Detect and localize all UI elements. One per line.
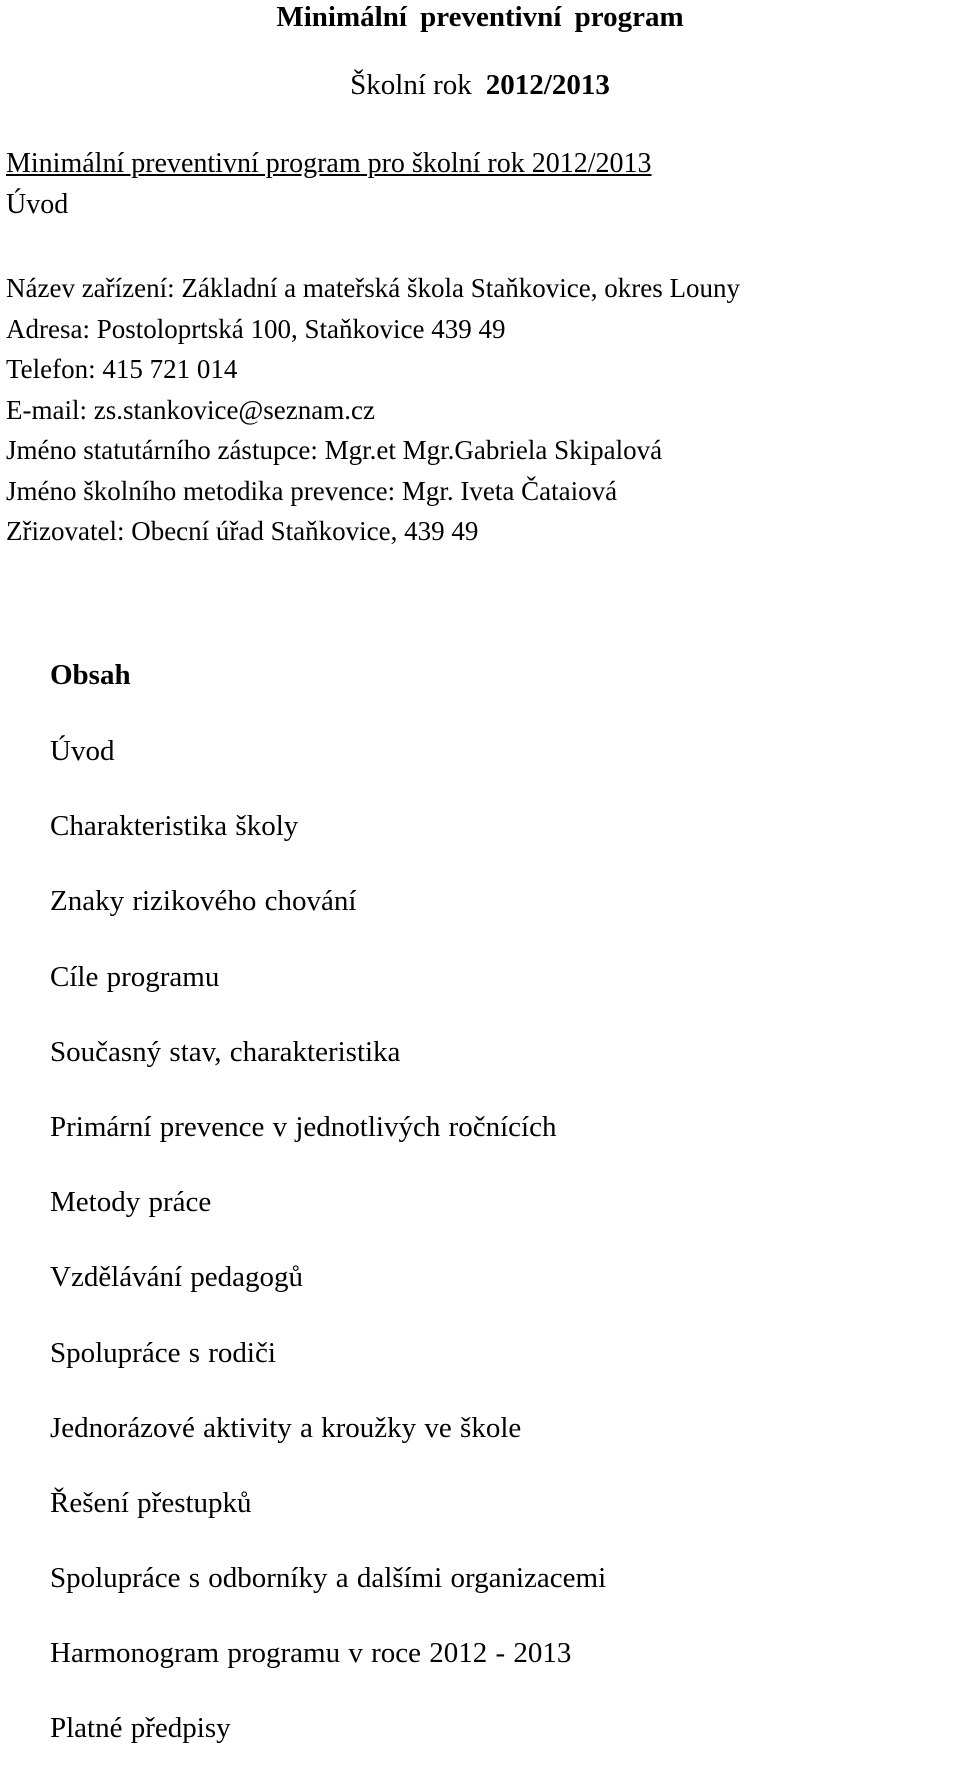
info-phone: Telefon: 415 721 014 (6, 354, 238, 384)
toc-item: Řešení přestupků (50, 1486, 252, 1519)
toc-item: Úvod (50, 735, 115, 767)
toc-item: Primární prevence v jednotlivých ročnících (50, 1110, 557, 1143)
school-info-list (6, 268, 740, 552)
school-year-line (0, 68, 960, 102)
school-year-label: Školní rok (350, 69, 472, 101)
toc-item: Harmonogram programu v roce 2012 - 2013 (50, 1637, 572, 1670)
info-facility-name: Název zařízení: Základní a mateřská škola Staňkovice, okres Louny (6, 273, 740, 303)
toc-item: Platné předpisy (50, 1712, 231, 1745)
intro-heading: Minimální preventivní program pro školní rok 2012/2013 (6, 148, 652, 179)
toc-item: Spolupráce s odborníky a dalšími organizacemi (50, 1562, 607, 1595)
toc-item: Metody práce (50, 1186, 212, 1219)
toc-item: Vzdělávání pedagogů (50, 1261, 304, 1294)
info-address: Adresa: Postoloprtská 100, Staňkovice 439 49 (6, 313, 506, 344)
info-statutory-representative: Jméno statutárního zástupce: Mgr.et Mgr.Gabriela Skipalová (6, 435, 663, 465)
info-founder: Zřizovatel: Obecní úřad Staňkovice, 439 49 (6, 516, 479, 546)
toc-title: Obsah (50, 659, 131, 691)
school-year-value: 2012/2013 (485, 69, 610, 101)
toc-item: Současný stav, charakteristika (50, 1035, 401, 1068)
toc-item: Jednorázové aktivity a kroužky ve škole (50, 1411, 522, 1444)
toc-item: Cíle programu (50, 960, 220, 993)
toc-item: Spolupráce s rodiči (50, 1336, 276, 1369)
info-email: E-mail: zs.stankovice@seznam.cz (6, 394, 375, 425)
toc-item: Znaky rizikového chování (50, 885, 357, 918)
info-prevention-methodist: Jméno školního metodika prevence: Mgr. Iveta Čataiová (6, 475, 618, 506)
table-of-contents (50, 734, 606, 1787)
toc-item: Charakteristika školy (50, 810, 299, 843)
document-title: Minimální preventivní program (276, 1, 684, 33)
intro-subheading: Úvod (6, 189, 69, 220)
